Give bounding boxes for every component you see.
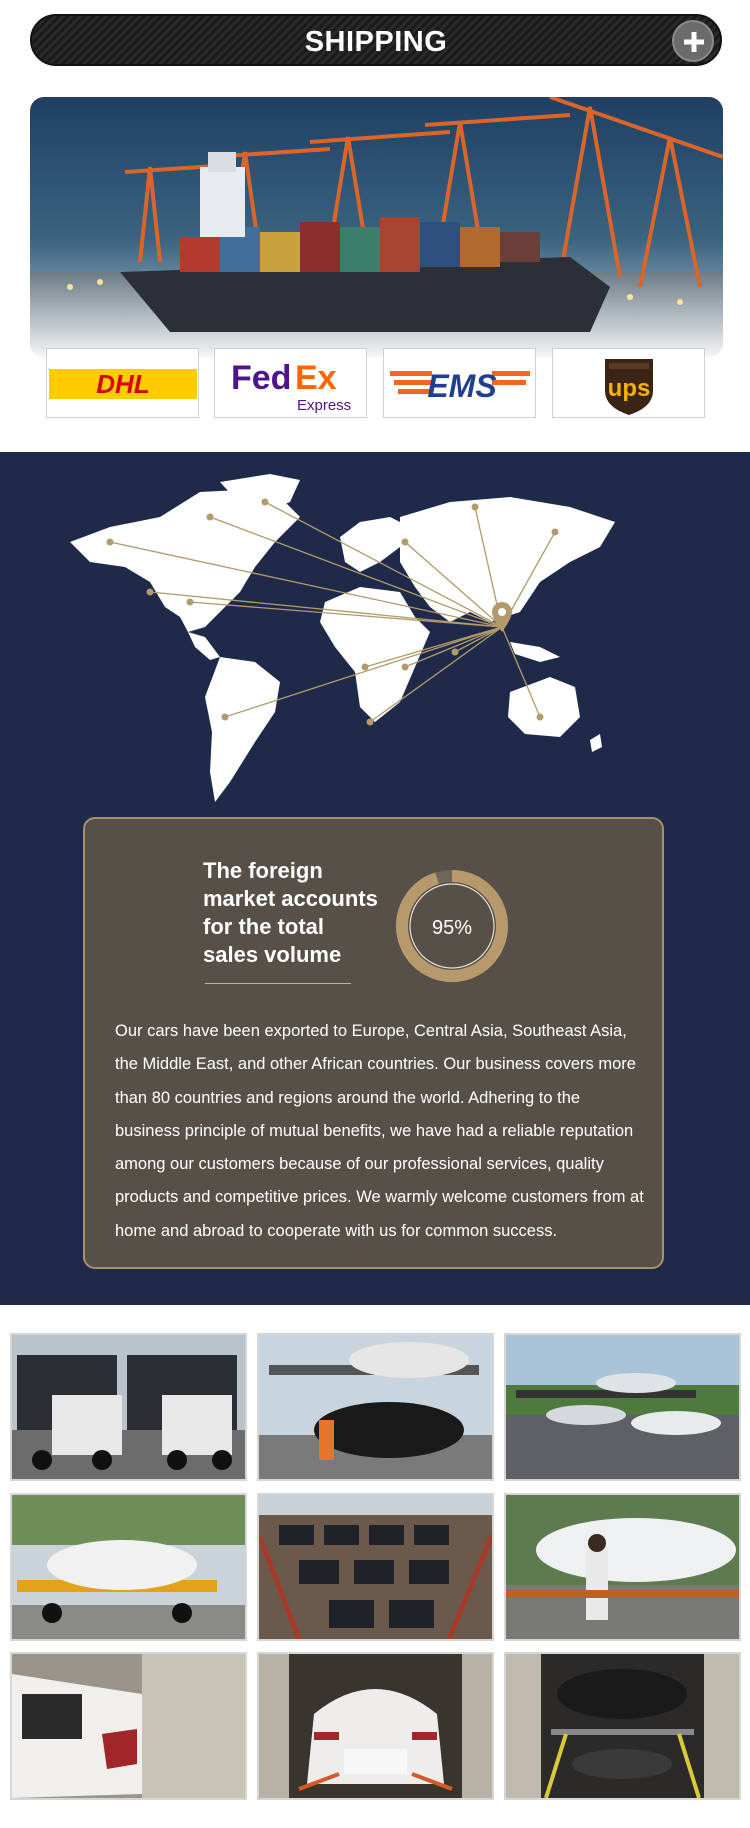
- white-suv-on-tow-truck-photo: [10, 1493, 247, 1641]
- expand-button[interactable]: [672, 20, 714, 62]
- ups-logo: [552, 348, 705, 418]
- market-description: Our cars have been exported to Europe, Central Asia, Southeast Asia, the Middle East, and other African countries. Our business covers more than 80 countries and regions around the world. Adhering to the business principle of mutual benefits, we have had a reliable reputation among our customers because of our professional services, quality products and competitive prices. We warmly welcome customers from at home and abroad to cooperate with us for common success.: [115, 1022, 644, 1240]
- car-transporter-road-photo: [504, 1333, 741, 1481]
- title-divider: [205, 983, 351, 984]
- svg-text:ups: ups: [607, 375, 651, 402]
- location-pin-icon: [492, 602, 512, 632]
- shipping-header-bar[interactable]: [30, 14, 722, 66]
- worker-securing-car-photo: [504, 1493, 741, 1641]
- global-market-section: [0, 452, 750, 1305]
- car-in-container-rear-photo: [257, 1652, 494, 1800]
- cars-on-ship-deck-photo: [257, 1493, 494, 1641]
- container-port-ship-photo: [30, 97, 723, 357]
- svg-text:EMS: EMS: [427, 368, 497, 404]
- market-info-box: [83, 817, 664, 1269]
- plus-icon: [683, 31, 705, 53]
- fedex-logo: [214, 348, 367, 418]
- dhl-logo: [46, 348, 199, 418]
- svg-text:DHL: DHL: [96, 369, 150, 399]
- svg-text:Express: Express: [297, 397, 352, 414]
- shipping-title: SHIPPING: [304, 26, 448, 58]
- svg-text:Fed: Fed: [231, 359, 292, 397]
- car-in-container-side-photo: [10, 1652, 247, 1800]
- market-title: The foreign market accounts for the total sales volume: [203, 858, 378, 967]
- svg-text:Ex: Ex: [295, 359, 337, 397]
- car-carrier-trucks-photo: [10, 1333, 247, 1481]
- loaded-car-transporter-photo: [257, 1333, 494, 1481]
- car-on-rack-in-container-photo: [504, 1652, 741, 1800]
- ems-logo: [383, 348, 536, 418]
- market-share-value: 95%: [431, 917, 473, 939]
- world-map-graphic: [70, 472, 630, 812]
